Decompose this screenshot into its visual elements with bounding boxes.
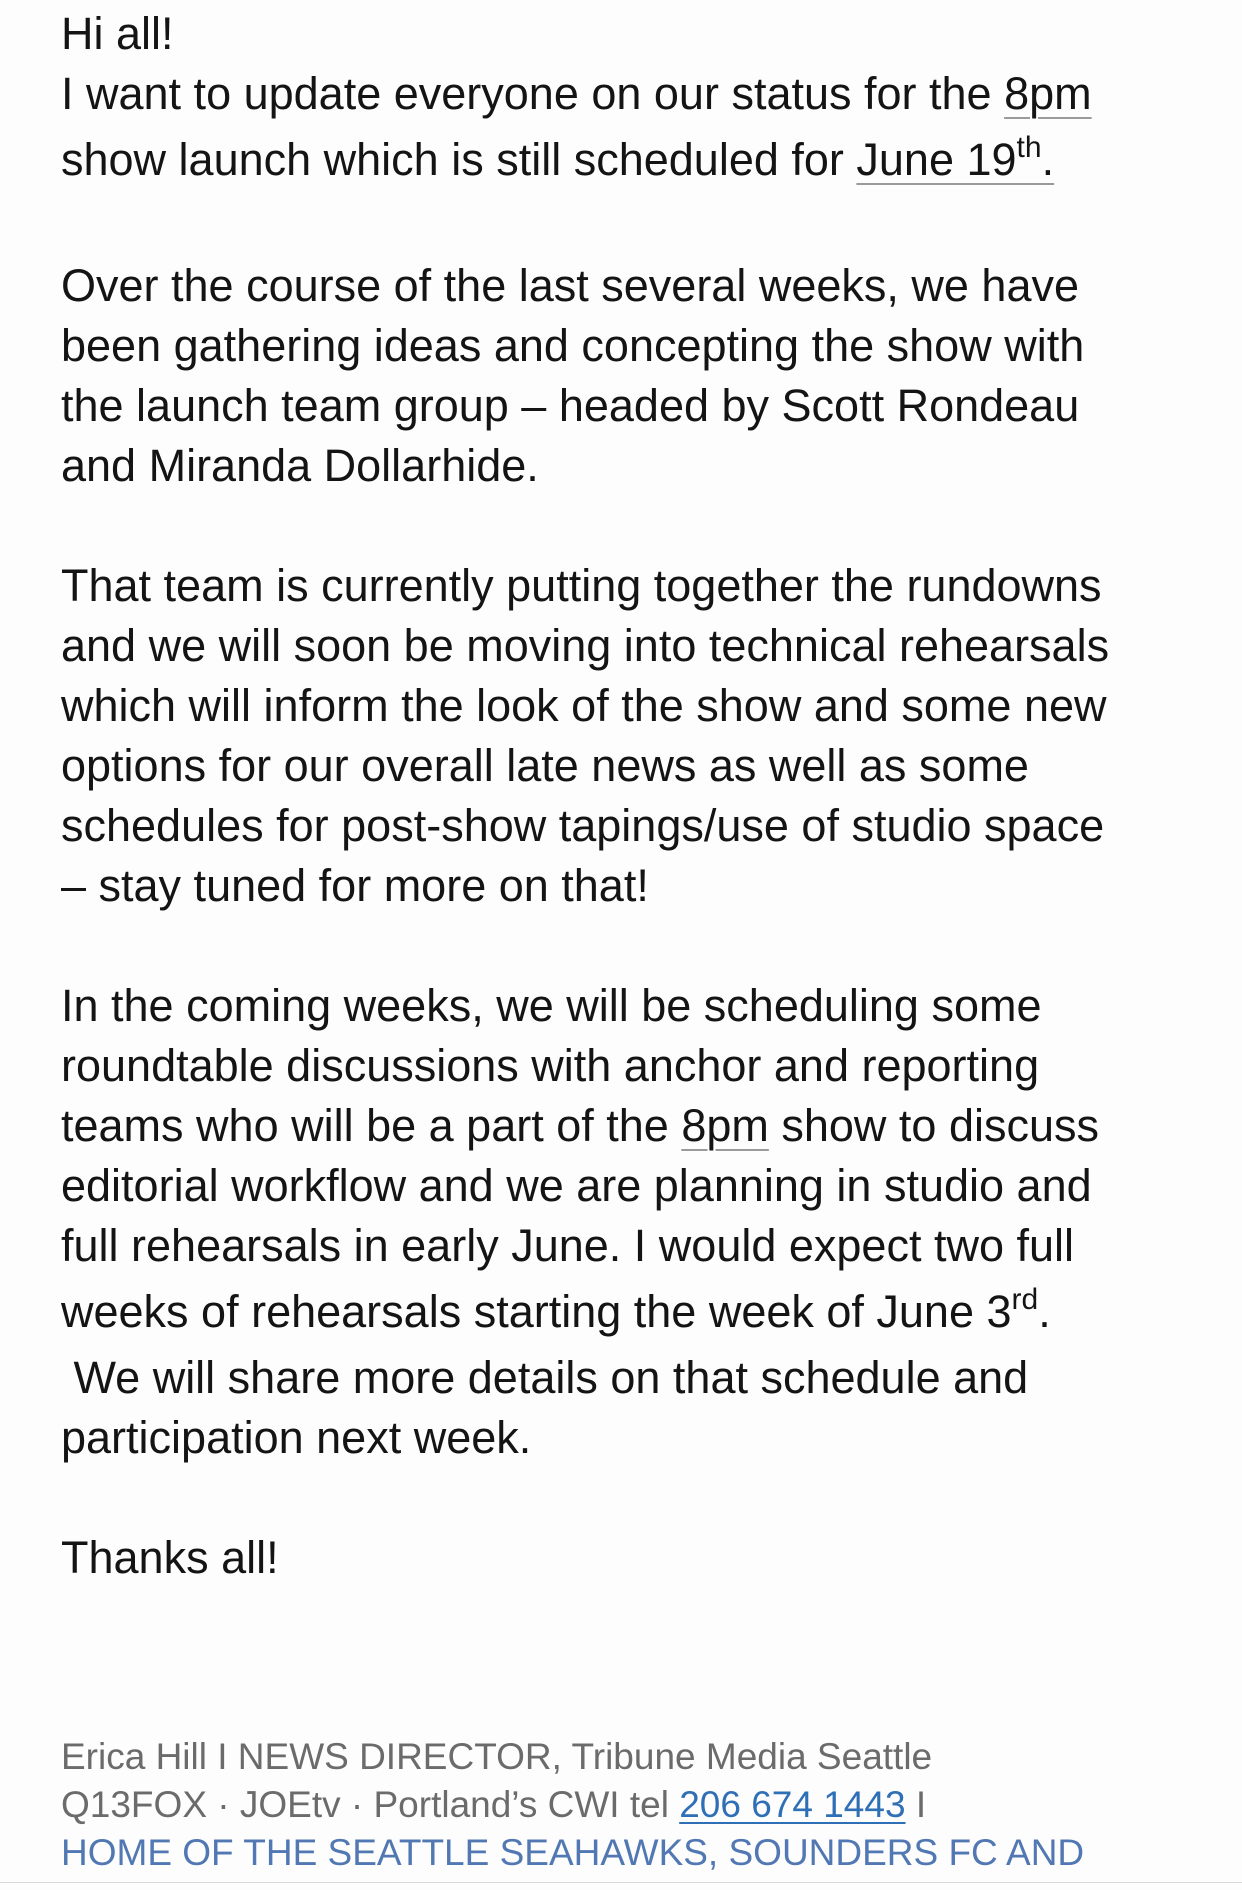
paragraph-4-line: roundtable discussions with anchor and reporting	[61, 1040, 1040, 1091]
date-ordinal-suffix: rd	[1011, 1283, 1039, 1316]
bottom-divider	[0, 1882, 1242, 1883]
date-june-19-link[interactable]	[856, 131, 1055, 185]
paragraph-4-line: participation next week.	[61, 1412, 532, 1463]
paragraph-4-line: We will share more details on that schedule and	[61, 1352, 1029, 1403]
date-june-19-text: June 19	[856, 134, 1017, 185]
paragraph-3-line: – stay tuned for more on that!	[61, 860, 649, 911]
p4-text-a: teams who will be a part of the	[61, 1100, 682, 1151]
paragraph-4-line: editorial workflow and we are planning in studio and	[61, 1160, 1092, 1211]
paragraph-3-line: schedules for post-show tapings/use of studio space	[61, 800, 1105, 851]
paragraph-4-line	[61, 1096, 1201, 1156]
paragraph-3-line: That team is currently putting together the rundowns	[61, 560, 1102, 611]
p4-period: .	[1038, 1286, 1051, 1337]
time-8pm-link[interactable]: 8pm	[681, 1100, 769, 1151]
paragraph-1-line-2	[61, 124, 1201, 196]
paragraph-2-line: been gathering ideas and concepting the show with	[61, 320, 1085, 371]
date-period: .	[1041, 134, 1055, 185]
paragraph-3-line: which will inform the look of the show and some new	[61, 680, 1107, 731]
paragraph-3-line: and we will soon be moving into technical rehearsals	[61, 620, 1110, 671]
paragraph-gap	[61, 496, 1201, 556]
p4-text-c: weeks of rehearsals starting the week of June 3	[61, 1286, 1012, 1337]
p1-text-a: I want to update everyone on our status for the	[61, 68, 1005, 119]
paragraph-gap	[61, 916, 1201, 976]
paragraph-2-line: Over the course of the last several weeks, we have	[61, 260, 1079, 311]
phone-link[interactable]: 206 674 1443	[679, 1784, 906, 1825]
signature-separator: I	[905, 1784, 927, 1825]
signature-name-title: Erica Hill I NEWS DIRECTOR, Tribune Media Seattle	[61, 1736, 933, 1777]
paragraph-4-line: full rehearsals in early June. I would expect two full	[61, 1220, 1075, 1271]
paragraph-2-line: the launch team group – headed by Scott Rondeau	[61, 380, 1080, 431]
time-8pm-link[interactable]: 8pm	[1004, 68, 1092, 119]
paragraph-2-line: and Miranda Dollarhide.	[61, 440, 539, 491]
paragraph-4-line	[61, 1276, 1201, 1348]
email-body	[61, 4, 1201, 1588]
signature-contact	[61, 1781, 1231, 1829]
paragraph-4-line: In the coming weeks, we will be scheduling some	[61, 980, 1042, 1031]
p4-text-b: show to discuss	[768, 1100, 1099, 1151]
p1-text-b: show launch which is still scheduled for	[61, 134, 857, 185]
closing: Thanks all!	[61, 1532, 279, 1583]
signature-tagline: HOME OF THE SEATTLE SEAHAWKS, SOUNDERS FC AND	[61, 1832, 1085, 1873]
signature-stations: Q13FOX · JOEtv · Portland’s CWI tel	[61, 1784, 680, 1825]
paragraph-gap	[61, 1468, 1201, 1528]
greeting: Hi all!	[61, 8, 174, 59]
paragraph-3-line: options for our overall late news as well as some	[61, 740, 1029, 791]
paragraph-gap	[61, 196, 1201, 256]
date-ordinal-suffix: th	[1016, 131, 1042, 164]
paragraph-1-line-1	[61, 64, 1201, 124]
email-signature	[61, 1733, 1231, 1877]
